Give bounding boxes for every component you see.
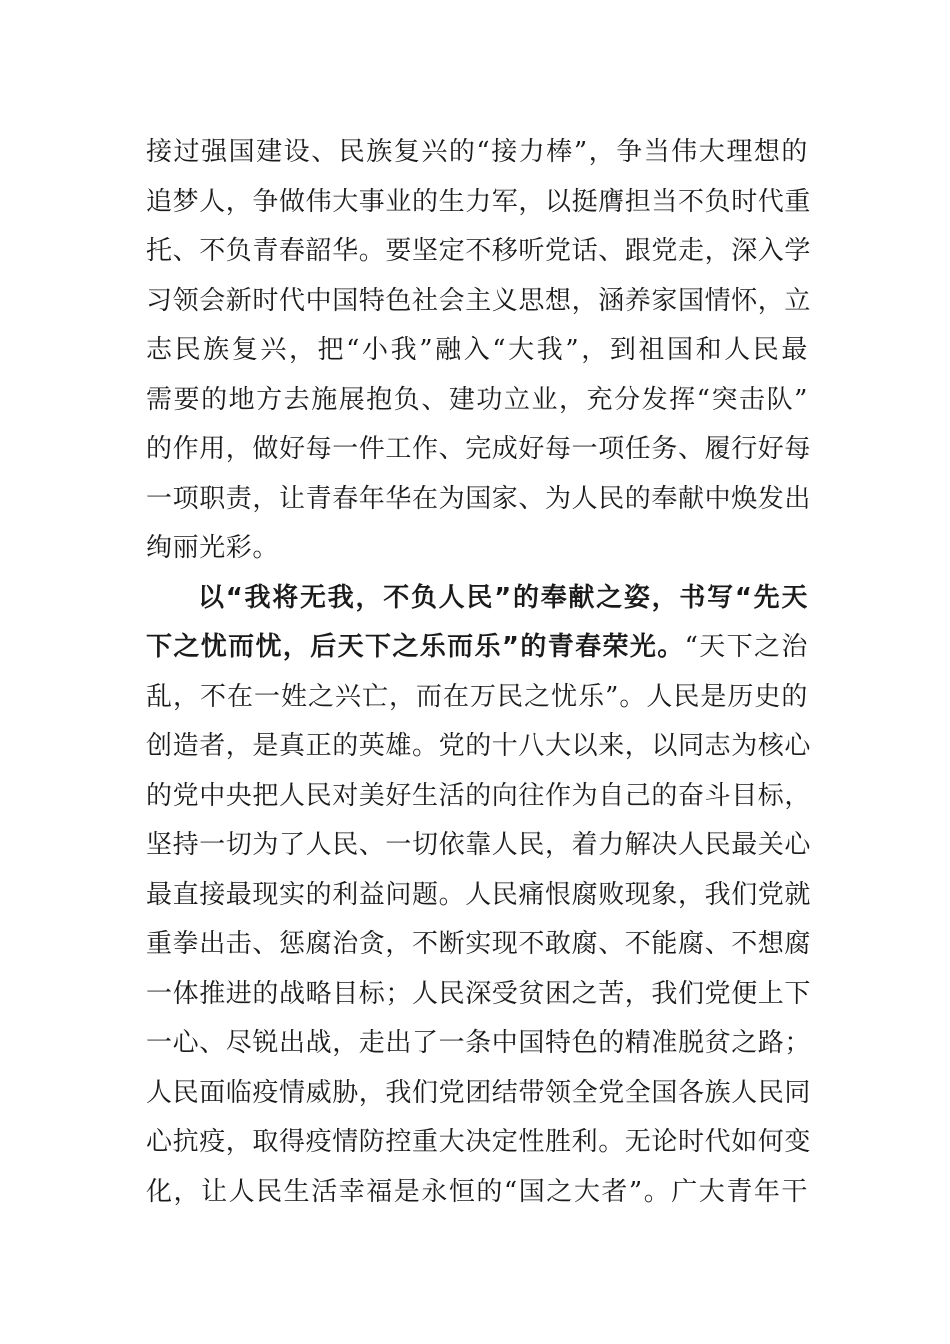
- mixed-line: [146, 623, 808, 673]
- text-line: 的作用，做好每一件工作、完成好每一项任务、履行好每: [146, 434, 812, 464]
- paragraph-1: [146, 128, 812, 574]
- text-line: 托、不负青春韶华。要坚定不移听党话、跟党走，深入学: [146, 236, 812, 266]
- text-line: 最直接最现实的利益问题。人民痛恨腐败现象，我们党就: [146, 879, 812, 910]
- text-line: 的党中央把人民对美好生活的向往作为自己的奋斗目标，: [146, 780, 812, 811]
- text-line: 一项职责，让青春年华在为国家、为人民的奉献中焕发出: [146, 483, 812, 514]
- text-line: 坚持一切为了人民、一切依靠人民，着力解决人民最关心: [146, 830, 812, 860]
- paragraph-2: [146, 574, 812, 1218]
- text-line: 化，让人民生活幸福是永恒的“国之大者”。广大青年干: [146, 1176, 808, 1207]
- text-line: 志民族复兴，把“小我”融入“大我”，到祖国和人民最: [146, 335, 808, 365]
- bold-heading-line: 以“我将无我，不负人民”的奉献之姿，书写“先天: [198, 582, 808, 613]
- text-line: 创造者，是真正的英雄。党的十八大以来，以同志为核心: [146, 731, 812, 761]
- document-body: [146, 128, 812, 1217]
- text-line: 追梦人，争做伟大事业的生力军，以挺膺担当不负时代重: [146, 186, 812, 217]
- text-line: 接过强国建设、民族复兴的“接力棒”，争当伟大理想的: [146, 137, 808, 167]
- text-line: 一体推进的战略目标；人民深受贫困之苦，我们党便上下: [146, 978, 812, 1009]
- bold-heading-text: 下之忧而忧，后天下之乐而乐”的青春荣光。: [146, 632, 685, 662]
- text-line: 习领会新时代中国特色社会主义思想，涵养家国情怀，立: [146, 285, 812, 316]
- text-line: 重拳出击、惩腐治贪，不断实现不敢腐、不能腐、不想腐: [146, 929, 812, 959]
- text-line: 心抗疫，取得疫情防控重大决定性胜利。无论时代如何变: [146, 1127, 812, 1157]
- quote-start-text: “天下之治: [684, 632, 809, 662]
- text-line: 一心、尽锐出战，走出了一条中国特色的精准脱贫之路；: [146, 1028, 812, 1058]
- text-line: 人民面临疫情威胁，我们党团结带领全党全国各族人民同: [146, 1077, 812, 1108]
- text-line: 乱，不在一姓之兴亡，而在万民之忧乐”。人民是历史的: [146, 681, 808, 712]
- text-line: 需要的地方去施展抱负、建功立业，充分发挥“突击队”: [146, 384, 808, 415]
- text-line: 绚丽光彩。: [146, 533, 280, 563]
